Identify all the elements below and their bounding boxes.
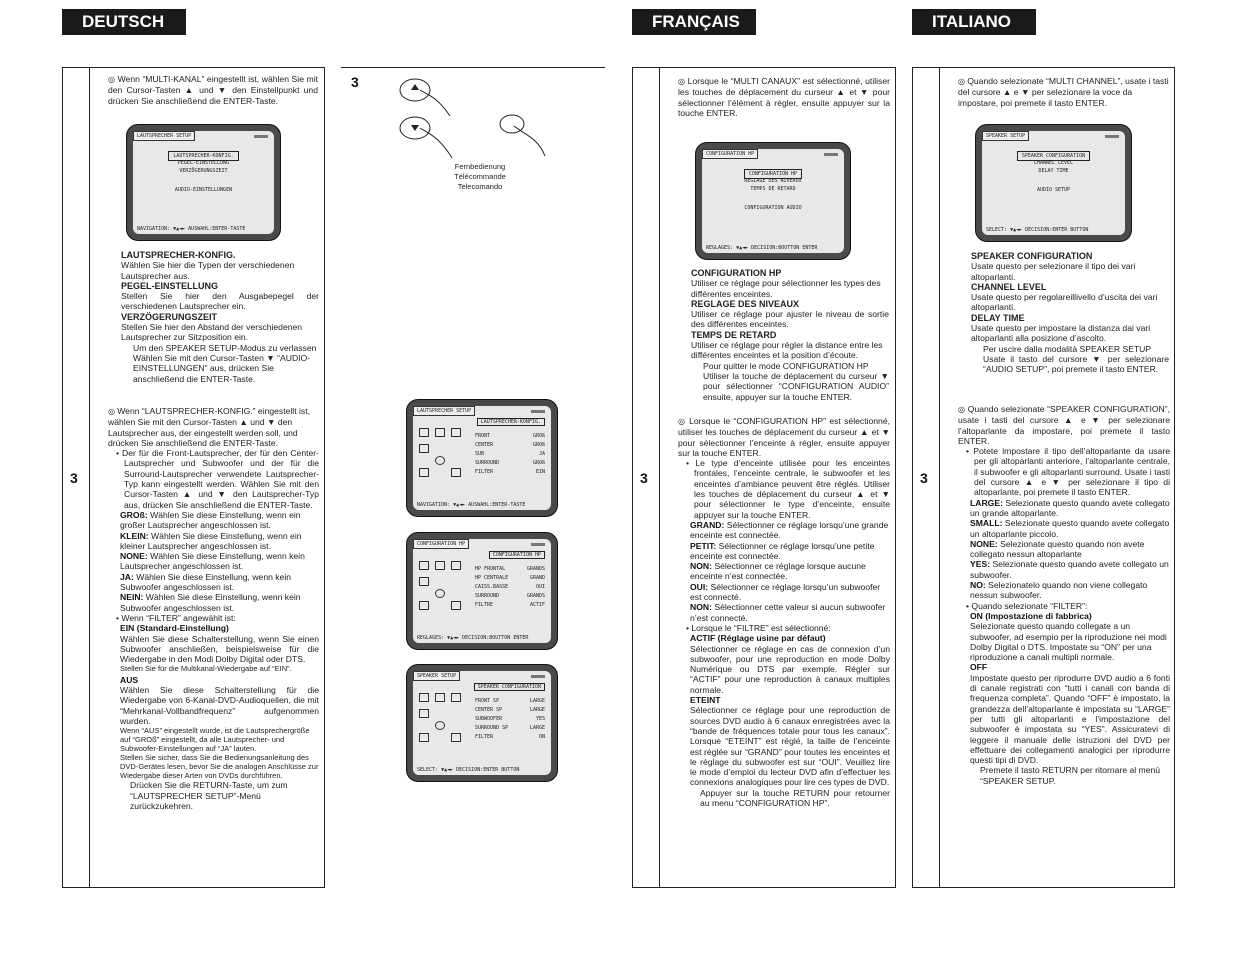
- screen-item: AUDIO SETUP: [1036, 187, 1071, 193]
- screen-item: TEMPS DE RETARD: [750, 186, 796, 192]
- step-column: [913, 68, 940, 887]
- fr-menu-screen: [695, 142, 851, 260]
- screen-tab: LAUTSPRECHER SETUP: [413, 406, 475, 416]
- panel-francais: [632, 67, 896, 888]
- screen-header: CONFIGURATION HP: [489, 551, 545, 559]
- remote-hand-illustration: [390, 76, 560, 166]
- screen-footer: NAVIGATION: ▼▲◄► AUSWAHL:ENTER-TASTE: [137, 226, 246, 232]
- screen-item: CHANNEL LEVEL: [1033, 160, 1074, 166]
- screen-tab: CONFIGURATION HP: [413, 539, 469, 549]
- section-title: VERZÖGERUNGSZEIT: [121, 311, 218, 322]
- it-intro: ◎ Quando selezionate “MULTI CHANNEL”, usate i tasti del cursore ▲ e ▼ per selezionare la voce da impostare, poi premete il tasto ENTER.: [958, 76, 1169, 108]
- section-title: PEGEL-EINSTELLUNG: [121, 280, 219, 291]
- panel-deutsch: [62, 67, 325, 888]
- screen-footer: NAVIGATION: ▼▲◄► AUSWAHL:ENTER-TASTE: [417, 502, 526, 508]
- step-column: [633, 68, 660, 887]
- screen-rows: FRONT SP LARGE CENTER SP LARGE SUBWOOFER YES SURROUND SP LARGE FILTER ON: [475, 698, 545, 740]
- section-text: Wählen Sie hier die Typen der verschiedenen Lautsprecher aus.: [121, 260, 295, 281]
- exit-heading: Um den SPEAKER SETUP-Modus zu verlassen: [133, 342, 317, 353]
- de-menu-screen: [126, 124, 281, 241]
- screen-tab: SPEAKER SETUP: [413, 671, 460, 681]
- it-menu-screen: [975, 124, 1132, 242]
- screen-footer: SELECT: ▼▲◄► DECISION:ENTER BUTTON: [417, 767, 520, 773]
- de-sections: [121, 250, 319, 384]
- speaker-config-screen-it: [406, 664, 558, 782]
- screen-footer: SELECT: ▼▲◄► DECISION:ENTER BUTTON: [986, 227, 1089, 233]
- screen-rows: HP FRONTAL GRANDS HP CENTRALE GRAND CAISS.BASSE OUI SURROUND GRANDS FILTRE ACTIF: [475, 566, 545, 608]
- header-francais: FRANÇAIS: [632, 9, 756, 35]
- screen-item: VERZÖGERUNGSZEIT: [179, 168, 228, 174]
- screen-item: CONFIGURATION AUDIO: [744, 205, 802, 211]
- screen-item: PEGEL-EINSTELLUNG: [177, 160, 230, 166]
- it-sections: SPEAKER CONFIGURATION Usate questo per selezionare il tipo dei vari altoparlanti. CHANNEL LEVEL Usate questo per regolareillivello d’uscita dei vari altoparlanti. DELAY TIME Usate questo per impostare la distanza dai vari altoparlanti alla posizione d’ascolto. Per uscire dalla modalità SPEAKER SETUP Usate il tasto del cursore ▼ per selezionare “AUDIO SETUP”, poi premete il tasto ENTER.: [971, 251, 1169, 375]
- screen-footer: REGLAGES: ▼▲◄► DECISION:BOUTTON ENTER: [417, 635, 529, 641]
- step-number: 3: [640, 470, 648, 486]
- fr-sections: CONFIGURATION HP Utiliser ce réglage pour sélectionner les types des différentes enceintes. REGLAGE DES NIVEAUX Utiliser ce réglage pour ajuster le niveau de sortie des différentes enceintes. TEMPS DE RETARD Utiliser ce réglage pour régler la distance entre les différentes enceintes et la position d’écoute. Pour quitter le mode CONFIGURATION HP Utiliser la touche de déplacement du curseur ▼ pour sélectionner “CONFIGURATION AUDIO” ensuite, appuyer sur la touche ENTER.: [691, 268, 889, 402]
- de-intro: ◎ Wenn “MULTI-KANAL” eingestellt ist, wählen Sie mit den Cursor-Tasten ▲ und ▼ den Einstellpunkt und drücken Sie anschließend die ENTER-Taste.: [108, 74, 318, 106]
- header-italiano: ITALIANO: [912, 9, 1036, 35]
- screen-tab: LAUTSPRECHER SETUP: [133, 131, 195, 141]
- exit-text: Wählen Sie mit den Cursor-Tasten ▼ “AUDIO-EINSTELLUNGEN” aus, drücken Sie anschließend die ENTER-Taste.: [133, 352, 311, 384]
- screen-tab: SPEAKER SETUP: [982, 131, 1029, 141]
- screen-rows: FRONT GROß CENTER GROß SUB JA SURROUND GROß FILTER EIN: [475, 433, 545, 475]
- screen-item: DELAY TIME: [1038, 168, 1069, 174]
- fr-part2: ◎ Lorsque le “CONFIGURATION HP” est sélectionné, utiliser les touches de déplacement du curseur ▲ et ▼ pour sélectionner l’enceinte à régler, ensuite appuyer sur la touche ENTER. • Le type d’enceinte utilisée pour les enceintes frontales, l’enceinte centrale, le subwoofer et les enceintes d’ambiance peuvent être réglés. Utiliser les touches de déplacement du curseur ▲ et ▼ pour sélectionner le type d’enceinte, ensuite appuyer sur la touche ENTER. GRAND: Sélectionner ce réglage lorsqu’une grande enceinte est connectée. PETIT: Sélectionner ce réglage lorsqu’une petite enceinte est connectée. NON: Sélectionner ce réglage lorsque aucune enceinte n’est connectée. OUI: Sélectionner ce réglage lorsqu’un subwoofer est connecté. NON: Sélectionner cette valeur si aucun subwoofer n’est connecté. • Lorsque le “FILTRE” est sélectionné: ACTIF (Réglage usine par défaut) Sélectionner ce réglage en cas de connexion d’un subwoofer, pour une reproduction en mode Dolby Numérique ou DTS par exemple. Régler sur “ACTIF” pour une reproduction à canaux multiples normale. ETEINT Sélectionner ce réglage pour une reproduction de sources DVD audio à 6 canaux enregistrées avec la “bande de fréquences totale pour tous les canaux”. Lorsque “ETEINT” est réglé, la taille de l’enceinte est réglée sur “GRAND” pour toutes les enceintes et le réglage du subwoofer est sur “OUI”. Veuillez lire le mode d’emploi du lecteur DVD afin d’effectuer les connexions analogiques pour lire ces types de DVD. Appuyer sur la touche RETURN pour retourner au menu “CONFIGURATION HP”.: [678, 416, 890, 808]
- screen-item: SPEAKER CONFIGURATION: [1017, 151, 1090, 161]
- speaker-config-screen-de: [406, 399, 558, 517]
- fr-intro: ◎ Lorsque le “MULTI CANAUX” est sélectionné, utiliser les touches de déplacement du curseur ▲ et ▼ pour sélectionner l’élément à régler, ensuite appuyer sur la touche ENTER.: [678, 76, 890, 118]
- section-text: Stellen Sie hier den Ausgabepegel der verschiedenen Lautsprecher ein.: [121, 291, 319, 312]
- step-number: 3: [920, 470, 928, 486]
- section-title: LAUTSPRECHER-KONFIG.: [121, 250, 236, 260]
- header-deutsch: DEUTSCH: [62, 9, 186, 35]
- de-part2: ◎ Wenn “LAUTSPRECHER-KONFIG.” eingestellt ist, wählen Sie mit den Cursor-Tasten ▲ und ▼ den Lautsprecher aus, der eingestellt werden soll, und drücken Sie anschließend die ENTER-Taste. • Der für die Front-Lautsprecher, der für den Center-Lautsprecher und Subwoofer und der für die Surround-Lautsprecher verwendete Lautsprecher-Typ kann eingestellt werden. Wählen Sie mit den Cursor-Tasten ▲ und ▼ den Lautsprecher-Typ aus, drücken Sie anschließend die ENTER-Taste. GROß: Wählen Sie diese Einstellung, wenn ein großer Lautsprecher angeschlossen ist. KLEIN: Wählen Sie diese Einstellung, wenn ein kleiner Lautsprecher angeschlossen ist. NONE: Wählen Sie diese Einstellung, wenn kein Lautsprecher angeschlossen ist. JA: Wählen Sie diese Einstellung, wenn kein Subwoofer angeschlossen ist. NEIN: Wählen Sie diese Einstellung, wenn kein Subwoofer angeschlossen ist. • Wenn “FILTER” angewählt ist: EIN (Standard-Einstellung) Wählen Sie diese Schalterstellung, wenn Sie einen Subwoofer anschließen, beispielsweise für die Wiedergabe in den Modi Dolby Digital oder DTS. Stellen Sie für die Multikanal-Wiedergabe auf “EIN”. AUS Wählen Sie diese Schalterstellung für die Wiedergabe von 6-Kanal-DVD-Audioquellen, die mit “Mehrkanal-Vollbandfrequenz” aufgenommen wurden. Wenn “AUS” eingestellt wurde, ist die Lautsprechergröße auf “GROß” eingestellt, da alle Lautsprecher- und Subwoofer-Einstellungen auf “JA” lauten. Stellen Sie sicher, dass Sie die Bedienungsanleitung des DVD-Gerätes lesen, bevor Sie die analogen Anschlüsse zur Wiedergabe dieser Arten von DVDs durchführen. Drücken Sie die RETURN-Taste, um zum “LAUTSPRECHER SETUP”-Menü zurückzukehren.: [108, 406, 319, 811]
- screen-item: REGLAGE DES NIVEAUX: [744, 178, 802, 184]
- speaker-config-screen-fr: [406, 532, 558, 650]
- screen-header: LAUTSPRECHER-KONFIG.: [477, 418, 545, 426]
- remote-caption: Fernbedienung Télécommande Telecomando: [454, 162, 506, 191]
- step-number: 3: [70, 470, 78, 486]
- screen-header: SPEAKER CONFIGURATION: [474, 683, 545, 691]
- section-text: Stellen Sie hier den Abstand der verschiedenen Lautsprecher zur Sitzposition ein.: [121, 322, 303, 343]
- screen-item: CONFIGURATION HP: [744, 169, 802, 179]
- step-column: [63, 68, 90, 887]
- screen-footer: REGLAGES: ▼▲◄► DECISION:BOUTTON ENTER: [706, 245, 818, 251]
- it-part2: ◎ Quando selezionate “SPEAKER CONFIGURATION”, usate i tasti del cursore ▲ e ▼ per selezionare l’altoparlante da impostare, poi premete il tasto ENTER. • Potete impostare il tipo dell’altoparlante da usare per gli altoparlanti anteriore, l’altoparlante centrale, il subwoofer e gli altoparlanti surround. Usate i tasti del cursore ▲ e ▼ per selezionare il tipo di altoparlante, poi premete il tasto ENTER. LARGE: Selezionate questo quando avete collegato un grande altoparlante. SMALL: Selezionate questo quando avete collegato un altoparlante piccolo. NONE: Selezionate questo quando non avete collegato nessun altoparlante YES: Selezionate questo quando avete collegato un subwoofer. NO: Selezionatelo quando non viene collegato nessun subwoofer. • Quando selezionate “FILTER”: ON (Impostazione di fabbrica) Selezionate questo quando collegate a un subwoofer, ad esempio per la riproduzione nei modi Dolby Digital o DTS. Impostate su “ON” per una riproduzione a canali multipli normale. OFF Impostate questo per riprodurre DVD audio a 6 fonti di canale registrati con “tutti i canali con banda di frequenza completa”. Quando “OFF” è impostato, la grandezza dell’altoparlante è impostata su “LARGE” per tutti gli altoparlanti e l’impostazione del subwoofer è impostata su “YES”. Assicuratevi di leggere il manuale delle istruzioni del DVD per effettuare dei collegamenti analogici per riprodurre questi tipi di DVD. Premete il tasto RETURN per ritornare al menù “SPEAKER SETUP.: [958, 404, 1170, 786]
- panel-italiano: [912, 67, 1175, 888]
- screen-tab: CONFIGURATION HP: [702, 149, 758, 159]
- screen-item: LAUTSPRECHER-KONFIG.: [168, 151, 238, 161]
- screen-item: AUDIO-EINSTELLUNGEN: [174, 187, 233, 193]
- divider: [341, 67, 605, 68]
- step-number: 3: [351, 74, 359, 90]
